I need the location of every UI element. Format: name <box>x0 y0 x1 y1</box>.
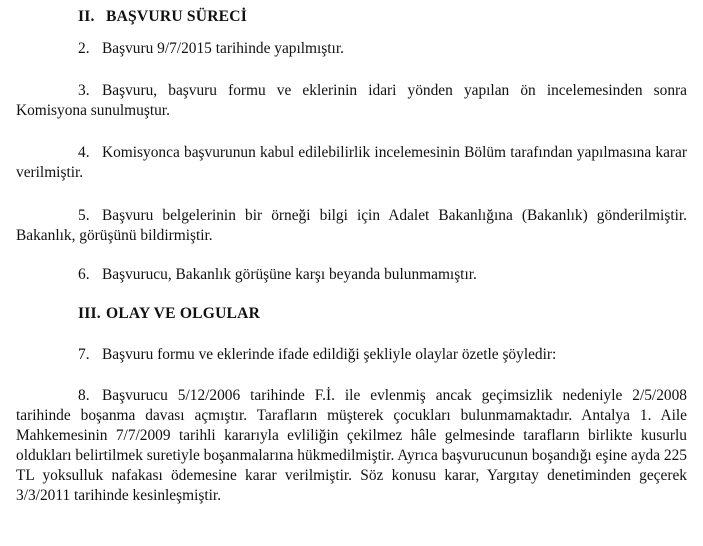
section-number: III. <box>78 305 101 322</box>
section-heading-basvuru-sureci <box>78 7 247 27</box>
paragraph-text: Başvurucu, Bakanlık görüşüne karşı beyanda bulunmamıştır. <box>102 266 477 283</box>
section-title: BAŞVURU SÜRECİ <box>106 8 248 25</box>
paragraph-text: Başvuru, başvuru formu ve eklerinin idari yönden yapılan ön incelemesinden sonra Komisyona sunulmuştur. <box>16 82 687 119</box>
paragraph-text: Başvurucu 5/12/2006 tarihinde F.İ. ile evlenmiş ancak geçimsizlik nedeniyle 2/5/2008 tarihinde boşanma davası açmıştır. Tarafların müşterek çocukları bulunmamaktadır. Antalya 1. Aile Mahkemesinin 7/7/2009 tarihli kararıyla evliliğin çekilmez hâle gelmesinde tarafların birlikte kusurlu oldukları belirtilmek suretiyle boşanmalarına hükmedilmiştir. Ayrıca başvurucunun boşandığı eşine ayda 225 TL yoksulluk nafakası ödemesine karar verilmiştir. Söz konusu karar, Yargıtay denetiminden geçerek 3/3/2011 tarihinde kesinleşmiştir. <box>16 387 687 504</box>
paragraph-number: 4. <box>78 144 90 161</box>
paragraph-number: 8. <box>78 387 90 404</box>
paragraph-5 <box>16 206 687 246</box>
paragraph-2 <box>16 39 687 59</box>
paragraph-number: 7. <box>78 346 90 363</box>
paragraph-text: Başvuru belgelerinin bir örneği bilgi için Adalet Bakanlığına (Bakanlık) gönderilmiştir. Bakanlık, görüşünü bildirmiştir. <box>16 207 687 244</box>
paragraph-7 <box>16 345 687 365</box>
paragraph-number: 6. <box>78 266 90 283</box>
document-page <box>16 0 687 546</box>
paragraph-number: 3. <box>78 82 90 99</box>
paragraph-number: 2. <box>78 40 90 57</box>
section-number: II. <box>78 8 95 25</box>
paragraph-6 <box>16 265 687 285</box>
section-title: OLAY VE OLGULAR <box>106 305 261 322</box>
paragraph-3 <box>16 81 687 121</box>
paragraph-number: 5. <box>78 207 90 224</box>
paragraph-text: Başvuru formu ve eklerinde ifade edildiği şekliyle olaylar özetle şöyledir: <box>102 346 557 363</box>
paragraph-8 <box>16 386 687 506</box>
paragraph-text: Komisyonca başvurunun kabul edilebilirlik incelemesinin Bölüm tarafından yapılmasına karar verilmiştir. <box>16 144 687 181</box>
paragraph-4 <box>16 143 687 183</box>
section-heading-olay-ve-olgular <box>78 304 260 324</box>
paragraph-text: Başvuru 9/7/2015 tarihinde yapılmıştır. <box>102 40 344 57</box>
